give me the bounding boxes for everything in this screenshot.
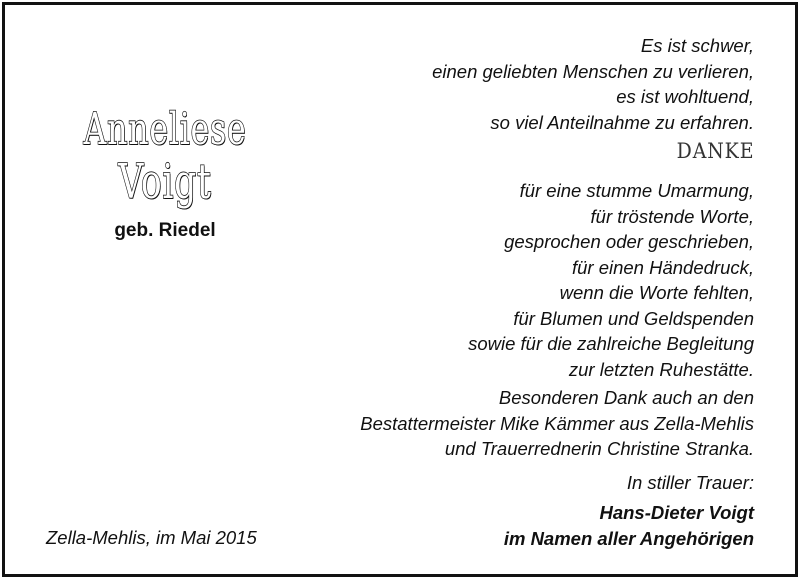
signer-line: Hans-Dieter Voigt bbox=[599, 502, 754, 523]
danke-heading: DANKE bbox=[676, 139, 754, 163]
signers-block bbox=[274, 500, 754, 551]
special-thanks-line: Bestattermeister Mike Kämmer aus Zella-Mehlis bbox=[360, 412, 754, 434]
thanks-line: für Blumen und Geldspenden bbox=[513, 307, 754, 329]
thanks-line: für tröstende Worte, bbox=[590, 205, 754, 227]
poem-line: einen geliebten Menschen zu verlieren, bbox=[432, 60, 754, 82]
deceased-last-name: Voigt bbox=[118, 154, 212, 210]
poem-line: so viel Anteilnahme zu erfahren. bbox=[490, 111, 754, 133]
deceased-first-name: Anneliese bbox=[83, 104, 247, 155]
thanks-line: zur letzten Ruhestätte. bbox=[568, 358, 754, 380]
thanks-line: gesprochen oder geschrieben, bbox=[504, 231, 754, 252]
thanks-block bbox=[274, 178, 754, 382]
special-thanks-line: Besonderen Dank auch an den bbox=[498, 387, 754, 408]
thanks-line: für eine stumme Umarmung, bbox=[519, 180, 754, 201]
poem-line: es ist wohltuend, bbox=[616, 86, 754, 107]
deceased-name-block bbox=[50, 104, 280, 242]
signer-line: im Namen aller Angehörigen bbox=[503, 527, 754, 549]
thanks-line: sowie für die zahlreiche Begleitung bbox=[468, 333, 754, 354]
poem-block bbox=[274, 33, 754, 135]
thanks-line: wenn die Worte fehlten, bbox=[559, 282, 754, 303]
special-thanks-line: und Trauerrednerin Christine Stranka. bbox=[444, 438, 754, 459]
mourning-phrase: In stiller Trauer: bbox=[626, 472, 754, 493]
maiden-name: geb. Riedel bbox=[114, 220, 216, 241]
thanks-line: für einen Händedruck, bbox=[571, 256, 754, 278]
special-thanks-block bbox=[274, 385, 754, 462]
place-date: Zella-Mehlis, im Mai 2015 bbox=[46, 527, 257, 548]
poem-line: Es ist schwer, bbox=[640, 35, 754, 56]
